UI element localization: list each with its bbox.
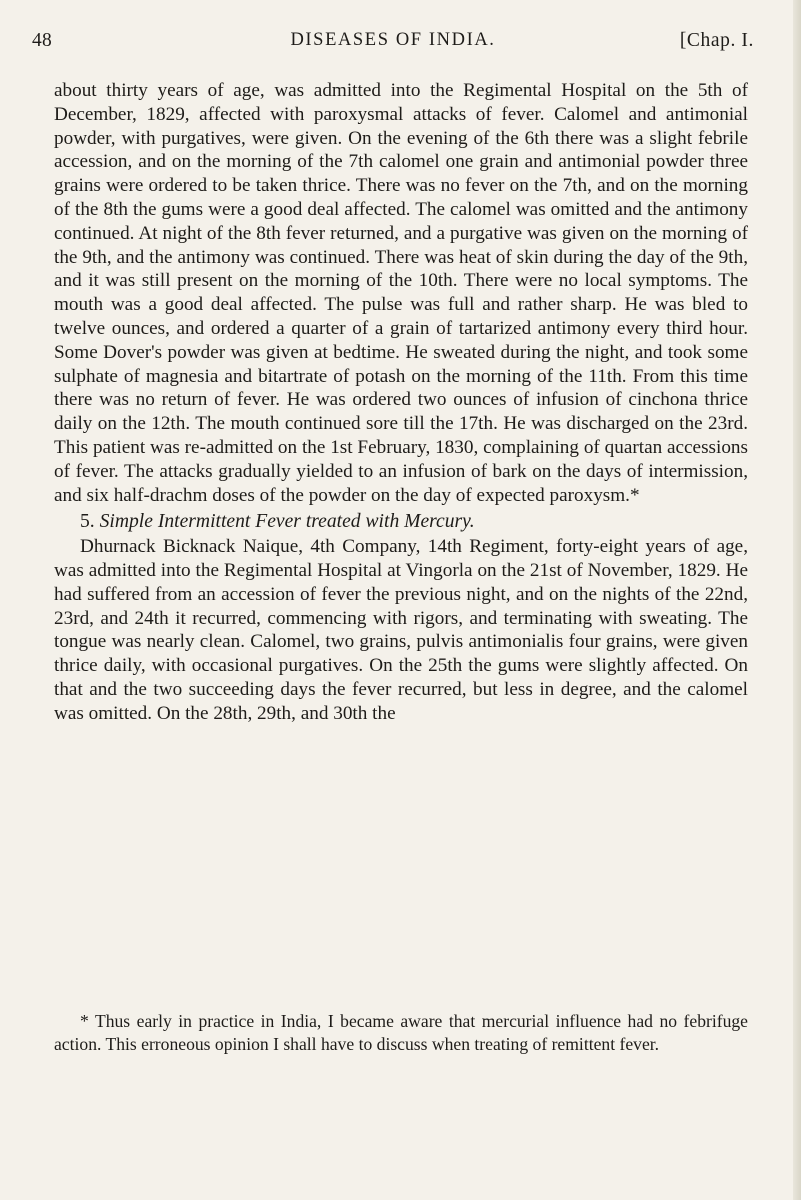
section-number: 5. — [80, 511, 95, 533]
footnote-text: * Thus early in practice in India, I became aware that mercurial influence had no febrifuge action. This erroneous opinion I shall have to discuss when treating of remittent fever. — [54, 1011, 748, 1055]
running-header — [32, 30, 754, 60]
case-paragraph: Dhurnack Bicknack Naique, 4th Company, 14th Regiment, forty-eight years of age, was admitted into the Regimental Hospital at Vingorla on the 21st of November, 1829. He had suffered from an accession of fever the previous night, and on the nights of the 22nd, 23rd, and 24th it recurred, commencing with rigors, and terminating with sweating. The tongue was nearly clean. Calomel, two grains, pulvis antimonialis four grains, were given thrice daily, with occasional purgatives. On the 25th the gums were slightly affected. On that and the two succeeding days the fever recurred, but less in degree, and the calomel was omitted. On the 28th, 29th, and 30th the — [54, 536, 748, 724]
footnote — [54, 1010, 748, 1057]
main-text — [54, 79, 748, 726]
section-heading — [54, 510, 748, 534]
page-edge-shadow — [793, 0, 801, 1200]
running-title: DISEASES OF INDIA. — [290, 30, 496, 50]
chapter-mark: [Chap. I. — [679, 30, 754, 51]
page-number: 48 — [32, 30, 53, 51]
section-title: Simple Intermittent Fever treated with Mercury. — [99, 511, 475, 533]
case-paragraph-continued: about thirty years of age, was admitted into the Regimental Hospital on the 5th of December, 1829, affected with paroxysmal attacks of fever. Calomel and antimonial powder, with purgatives, were given. On the evening of the 6th there was a slight febrile accession, and on the morning of the 7th calomel one grain and antimonial powder three grains were ordered to be taken thrice. There was no fever on the 7th, and on the morning of the 8th the gums were a good deal affected. The calomel was omitted and the antimony continued. At night of the 8th fever returned, and a purgative was given on the morning of the 9th, and the antimony was continued. There was heat of skin during the day of the 9th, and it was still present on the morning of the 10th. There were no local symptoms. The mouth was a good deal affected. The pulse was full and rather sharp. He was bled to twelve ounces, and ordered a quarter of a grain of tartarized antimony every third hour. Some Dover's powder was given at bedtime. He sweated during the night, and took some sulphate of magnesia and bitartrate of potash on the morning of the 11th. From this time there was no return of fever. He was ordered two ounces of infusion of cinchona thrice daily on the 12th. The mouth continued sore till the 17th. He was discharged on the 23rd. This patient was re-admitted on the 1st February, 1830, complaining of quartan accessions of fever. The attacks gradually yielded to an infusion of bark on the days of intermission, and six half-drachm doses of the powder on the day of expected paroxysm.* — [54, 80, 748, 506]
